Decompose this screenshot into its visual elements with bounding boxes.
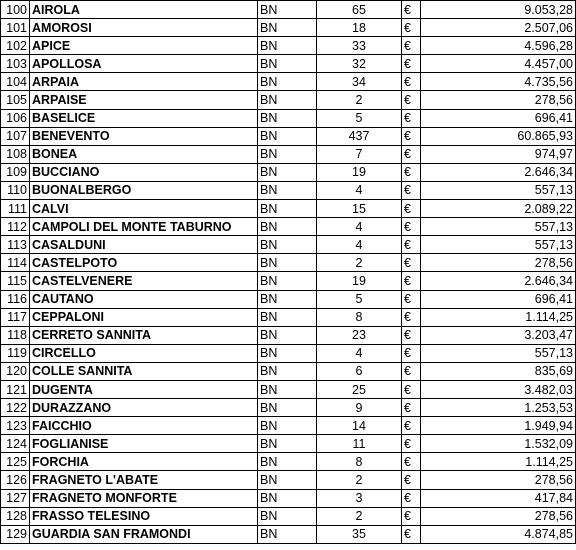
count-cell[interactable]: 5 — [317, 290, 402, 308]
municipality-name-cell[interactable]: CASTELPOTO — [30, 254, 258, 272]
municipality-name-cell[interactable]: APOLLOSA — [30, 55, 258, 73]
province-cell[interactable]: BN — [258, 181, 317, 199]
row-number-cell[interactable]: 126 — [1, 471, 30, 489]
currency-cell[interactable]: € — [402, 525, 421, 543]
currency-cell[interactable]: € — [402, 37, 421, 55]
amount-cell[interactable]: 696,41 — [421, 109, 576, 127]
currency-cell[interactable]: € — [402, 218, 421, 236]
row-number-cell[interactable]: 128 — [1, 507, 30, 525]
count-cell[interactable]: 2 — [317, 254, 402, 272]
amount-cell[interactable]: 9.053,28 — [421, 1, 576, 19]
currency-cell[interactable]: € — [402, 453, 421, 471]
municipality-name-cell[interactable]: CERRETO SANNITA — [30, 326, 258, 344]
currency-cell[interactable]: € — [402, 200, 421, 218]
table-row — [1, 236, 576, 254]
province-cell[interactable]: BN — [258, 55, 317, 73]
row-number-cell[interactable]: 111 — [1, 200, 30, 218]
amount-cell[interactable]: 696,41 — [421, 290, 576, 308]
amount-cell[interactable]: 278,56 — [421, 254, 576, 272]
municipality-name-cell[interactable]: DUGENTA — [30, 380, 258, 398]
row-number-cell[interactable]: 116 — [1, 290, 30, 308]
amount-cell[interactable]: 1.253,53 — [421, 399, 576, 417]
table-row — [1, 525, 576, 543]
province-cell[interactable]: BN — [258, 344, 317, 362]
table-row — [1, 109, 576, 127]
count-cell[interactable]: 11 — [317, 435, 402, 453]
amount-cell[interactable]: 557,13 — [421, 218, 576, 236]
row-number-cell[interactable]: 127 — [1, 489, 30, 507]
count-cell[interactable]: 8 — [317, 308, 402, 326]
table-row — [1, 453, 576, 471]
currency-cell[interactable]: € — [402, 344, 421, 362]
amount-cell[interactable]: 974,97 — [421, 145, 576, 163]
province-cell[interactable]: BN — [258, 308, 317, 326]
currency-cell[interactable]: € — [402, 91, 421, 109]
province-cell[interactable]: BN — [258, 326, 317, 344]
row-number-cell[interactable]: 124 — [1, 435, 30, 453]
municipality-name-cell[interactable]: CAUTANO — [30, 290, 258, 308]
province-cell[interactable]: BN — [258, 145, 317, 163]
table-row — [1, 218, 576, 236]
amount-cell[interactable]: 2.646,34 — [421, 272, 576, 290]
province-cell[interactable]: BN — [258, 200, 317, 218]
currency-cell[interactable]: € — [402, 290, 421, 308]
amount-cell[interactable]: 1.949,94 — [421, 417, 576, 435]
currency-cell[interactable]: € — [402, 236, 421, 254]
amount-cell[interactable]: 1.532,09 — [421, 435, 576, 453]
currency-cell[interactable]: € — [402, 507, 421, 525]
table-row — [1, 471, 576, 489]
row-number-cell[interactable]: 123 — [1, 417, 30, 435]
currency-cell[interactable]: € — [402, 1, 421, 19]
municipality-name-cell[interactable]: BENEVENTO — [30, 127, 258, 145]
currency-cell[interactable]: € — [402, 399, 421, 417]
table-row — [1, 326, 576, 344]
province-cell[interactable]: BN — [258, 399, 317, 417]
count-cell[interactable]: 23 — [317, 326, 402, 344]
table-row — [1, 290, 576, 308]
currency-cell[interactable]: € — [402, 181, 421, 199]
municipality-name-cell[interactable]: CALVI — [30, 200, 258, 218]
amount-cell[interactable]: 2.089,22 — [421, 200, 576, 218]
amount-cell[interactable]: 417,84 — [421, 489, 576, 507]
table-row — [1, 127, 576, 145]
municipality-name-cell[interactable]: BASELICE — [30, 109, 258, 127]
count-cell[interactable]: 4 — [317, 181, 402, 199]
table-row — [1, 254, 576, 272]
row-number-cell[interactable]: 100 — [1, 1, 30, 19]
municipality-name-cell[interactable]: CASALDUNI — [30, 236, 258, 254]
row-number-cell[interactable]: 109 — [1, 163, 30, 181]
currency-cell[interactable]: € — [402, 326, 421, 344]
count-cell[interactable]: 4 — [317, 236, 402, 254]
amount-cell[interactable]: 557,13 — [421, 344, 576, 362]
count-cell[interactable]: 7 — [317, 145, 402, 163]
count-cell[interactable]: 8 — [317, 453, 402, 471]
count-cell[interactable]: 19 — [317, 163, 402, 181]
count-cell[interactable]: 2 — [317, 507, 402, 525]
currency-cell[interactable]: € — [402, 362, 421, 380]
province-cell[interactable]: BN — [258, 91, 317, 109]
province-cell[interactable]: BN — [258, 37, 317, 55]
province-cell[interactable]: BN — [258, 236, 317, 254]
row-number-cell[interactable]: 125 — [1, 453, 30, 471]
amount-cell[interactable]: 3.203,47 — [421, 326, 576, 344]
count-cell[interactable]: 19 — [317, 272, 402, 290]
province-cell[interactable]: BN — [258, 163, 317, 181]
row-number-cell[interactable]: 113 — [1, 236, 30, 254]
municipality-name-cell[interactable]: ARPAISE — [30, 91, 258, 109]
municipality-name-cell[interactable]: FAICCHIO — [30, 417, 258, 435]
table-body — [1, 1, 576, 544]
amount-cell[interactable]: 1.114,25 — [421, 308, 576, 326]
municipality-name-cell[interactable]: FOGLIANISE — [30, 435, 258, 453]
count-cell[interactable]: 4 — [317, 344, 402, 362]
amount-cell[interactable]: 278,56 — [421, 91, 576, 109]
currency-cell[interactable]: € — [402, 73, 421, 91]
municipality-name-cell[interactable]: FRAGNETO MONFORTE — [30, 489, 258, 507]
province-cell[interactable]: BN — [258, 435, 317, 453]
table-row — [1, 507, 576, 525]
count-cell[interactable]: 5 — [317, 109, 402, 127]
municipality-name-cell[interactable]: AIROLA — [30, 1, 258, 19]
currency-cell[interactable]: € — [402, 272, 421, 290]
count-cell[interactable]: 35 — [317, 525, 402, 543]
amount-cell[interactable]: 2.507,06 — [421, 19, 576, 37]
province-cell[interactable]: BN — [258, 19, 317, 37]
table-row — [1, 362, 576, 380]
count-cell[interactable]: 437 — [317, 127, 402, 145]
municipality-name-cell[interactable]: BUONALBERGO — [30, 181, 258, 199]
province-cell[interactable]: BN — [258, 453, 317, 471]
province-cell[interactable]: BN — [258, 73, 317, 91]
row-number-cell[interactable]: 106 — [1, 109, 30, 127]
row-number-cell[interactable]: 101 — [1, 19, 30, 37]
province-cell[interactable]: BN — [258, 417, 317, 435]
amount-cell[interactable]: 278,56 — [421, 471, 576, 489]
currency-cell[interactable]: € — [402, 489, 421, 507]
row-number-cell[interactable]: 104 — [1, 73, 30, 91]
table-row — [1, 272, 576, 290]
municipality-name-cell[interactable]: CIRCELLO — [30, 344, 258, 362]
row-number-cell[interactable]: 120 — [1, 362, 30, 380]
amount-cell[interactable]: 278,56 — [421, 507, 576, 525]
count-cell[interactable]: 4 — [317, 218, 402, 236]
amount-cell[interactable]: 4.874,85 — [421, 525, 576, 543]
row-number-cell[interactable]: 108 — [1, 145, 30, 163]
amount-cell[interactable]: 4.457,00 — [421, 55, 576, 73]
municipality-name-cell[interactable]: BUCCIANO — [30, 163, 258, 181]
row-number-cell[interactable]: 102 — [1, 37, 30, 55]
municipality-name-cell[interactable]: FORCHIA — [30, 453, 258, 471]
table-row — [1, 200, 576, 218]
table-row — [1, 489, 576, 507]
province-cell[interactable]: BN — [258, 272, 317, 290]
row-number-cell[interactable]: 119 — [1, 344, 30, 362]
province-cell[interactable]: BN — [258, 127, 317, 145]
municipality-name-cell[interactable]: ARPAIA — [30, 73, 258, 91]
count-cell[interactable]: 2 — [317, 91, 402, 109]
municipality-name-cell[interactable]: APICE — [30, 37, 258, 55]
currency-cell[interactable]: € — [402, 145, 421, 163]
table-row — [1, 163, 576, 181]
table-row — [1, 344, 576, 362]
municipality-name-cell[interactable]: DURAZZANO — [30, 399, 258, 417]
currency-cell[interactable]: € — [402, 254, 421, 272]
row-number-cell[interactable]: 112 — [1, 218, 30, 236]
province-cell[interactable]: BN — [258, 471, 317, 489]
table-row — [1, 417, 576, 435]
municipality-name-cell[interactable]: FRASSO TELESINO — [30, 507, 258, 525]
province-cell[interactable]: BN — [258, 1, 317, 19]
currency-cell[interactable]: € — [402, 417, 421, 435]
count-cell[interactable]: 15 — [317, 200, 402, 218]
municipality-name-cell[interactable]: CEPPALONI — [30, 308, 258, 326]
currency-cell[interactable]: € — [402, 19, 421, 37]
table-row — [1, 145, 576, 163]
amount-cell[interactable]: 557,13 — [421, 236, 576, 254]
amount-cell[interactable]: 4.735,56 — [421, 73, 576, 91]
count-cell[interactable]: 25 — [317, 380, 402, 398]
province-cell[interactable]: BN — [258, 290, 317, 308]
province-cell[interactable]: BN — [258, 362, 317, 380]
table-row — [1, 308, 576, 326]
currency-cell[interactable]: € — [402, 435, 421, 453]
table-row — [1, 1, 576, 19]
count-cell[interactable]: 34 — [317, 73, 402, 91]
row-number-cell[interactable]: 122 — [1, 399, 30, 417]
count-cell[interactable]: 2 — [317, 471, 402, 489]
amount-cell[interactable]: 60.865,93 — [421, 127, 576, 145]
currency-cell[interactable]: € — [402, 127, 421, 145]
row-number-cell[interactable]: 118 — [1, 326, 30, 344]
municipality-name-cell[interactable]: FRAGNETO L'ABATE — [30, 471, 258, 489]
row-number-cell[interactable]: 117 — [1, 308, 30, 326]
currency-cell[interactable]: € — [402, 471, 421, 489]
table-row — [1, 435, 576, 453]
count-cell[interactable]: 3 — [317, 489, 402, 507]
row-number-cell[interactable]: 110 — [1, 181, 30, 199]
province-cell[interactable]: BN — [258, 489, 317, 507]
count-cell[interactable]: 65 — [317, 1, 402, 19]
currency-cell[interactable]: € — [402, 163, 421, 181]
amount-cell[interactable]: 835,69 — [421, 362, 576, 380]
municipality-name-cell[interactable]: CASTELVENERE — [30, 272, 258, 290]
amount-cell[interactable]: 557,13 — [421, 181, 576, 199]
province-cell[interactable]: BN — [258, 525, 317, 543]
row-number-cell[interactable]: 114 — [1, 254, 30, 272]
currency-cell[interactable]: € — [402, 55, 421, 73]
amount-cell[interactable]: 2.646,34 — [421, 163, 576, 181]
province-cell[interactable]: BN — [258, 380, 317, 398]
currency-cell[interactable]: € — [402, 380, 421, 398]
count-cell[interactable]: 18 — [317, 19, 402, 37]
province-cell[interactable]: BN — [258, 218, 317, 236]
province-cell[interactable]: BN — [258, 507, 317, 525]
count-cell[interactable]: 33 — [317, 37, 402, 55]
count-cell[interactable]: 9 — [317, 399, 402, 417]
table-row — [1, 399, 576, 417]
amount-cell[interactable]: 3.482,03 — [421, 380, 576, 398]
row-number-cell[interactable]: 107 — [1, 127, 30, 145]
table-row — [1, 380, 576, 398]
row-number-cell[interactable]: 121 — [1, 380, 30, 398]
table-row — [1, 91, 576, 109]
table-row — [1, 73, 576, 91]
table-row — [1, 37, 576, 55]
municipality-name-cell[interactable]: BONEA — [30, 145, 258, 163]
table-row — [1, 19, 576, 37]
count-cell[interactable]: 6 — [317, 362, 402, 380]
province-cell[interactable]: BN — [258, 109, 317, 127]
table-row — [1, 181, 576, 199]
count-cell[interactable]: 14 — [317, 417, 402, 435]
amount-cell[interactable]: 4.596,28 — [421, 37, 576, 55]
municipality-name-cell[interactable]: GUARDIA SAN FRAMONDI — [30, 525, 258, 543]
amount-cell[interactable]: 1.114,25 — [421, 453, 576, 471]
currency-cell[interactable]: € — [402, 308, 421, 326]
municipality-name-cell[interactable]: COLLE SANNITA — [30, 362, 258, 380]
province-cell[interactable]: BN — [258, 254, 317, 272]
count-cell[interactable]: 32 — [317, 55, 402, 73]
municipality-name-cell[interactable]: AMOROSI — [30, 19, 258, 37]
row-number-cell[interactable]: 115 — [1, 272, 30, 290]
table-row — [1, 55, 576, 73]
row-number-cell[interactable]: 129 — [1, 525, 30, 543]
row-number-cell[interactable]: 103 — [1, 55, 30, 73]
row-number-cell[interactable]: 105 — [1, 91, 30, 109]
currency-cell[interactable]: € — [402, 109, 421, 127]
municipality-name-cell[interactable]: CAMPOLI DEL MONTE TABURNO — [30, 218, 258, 236]
